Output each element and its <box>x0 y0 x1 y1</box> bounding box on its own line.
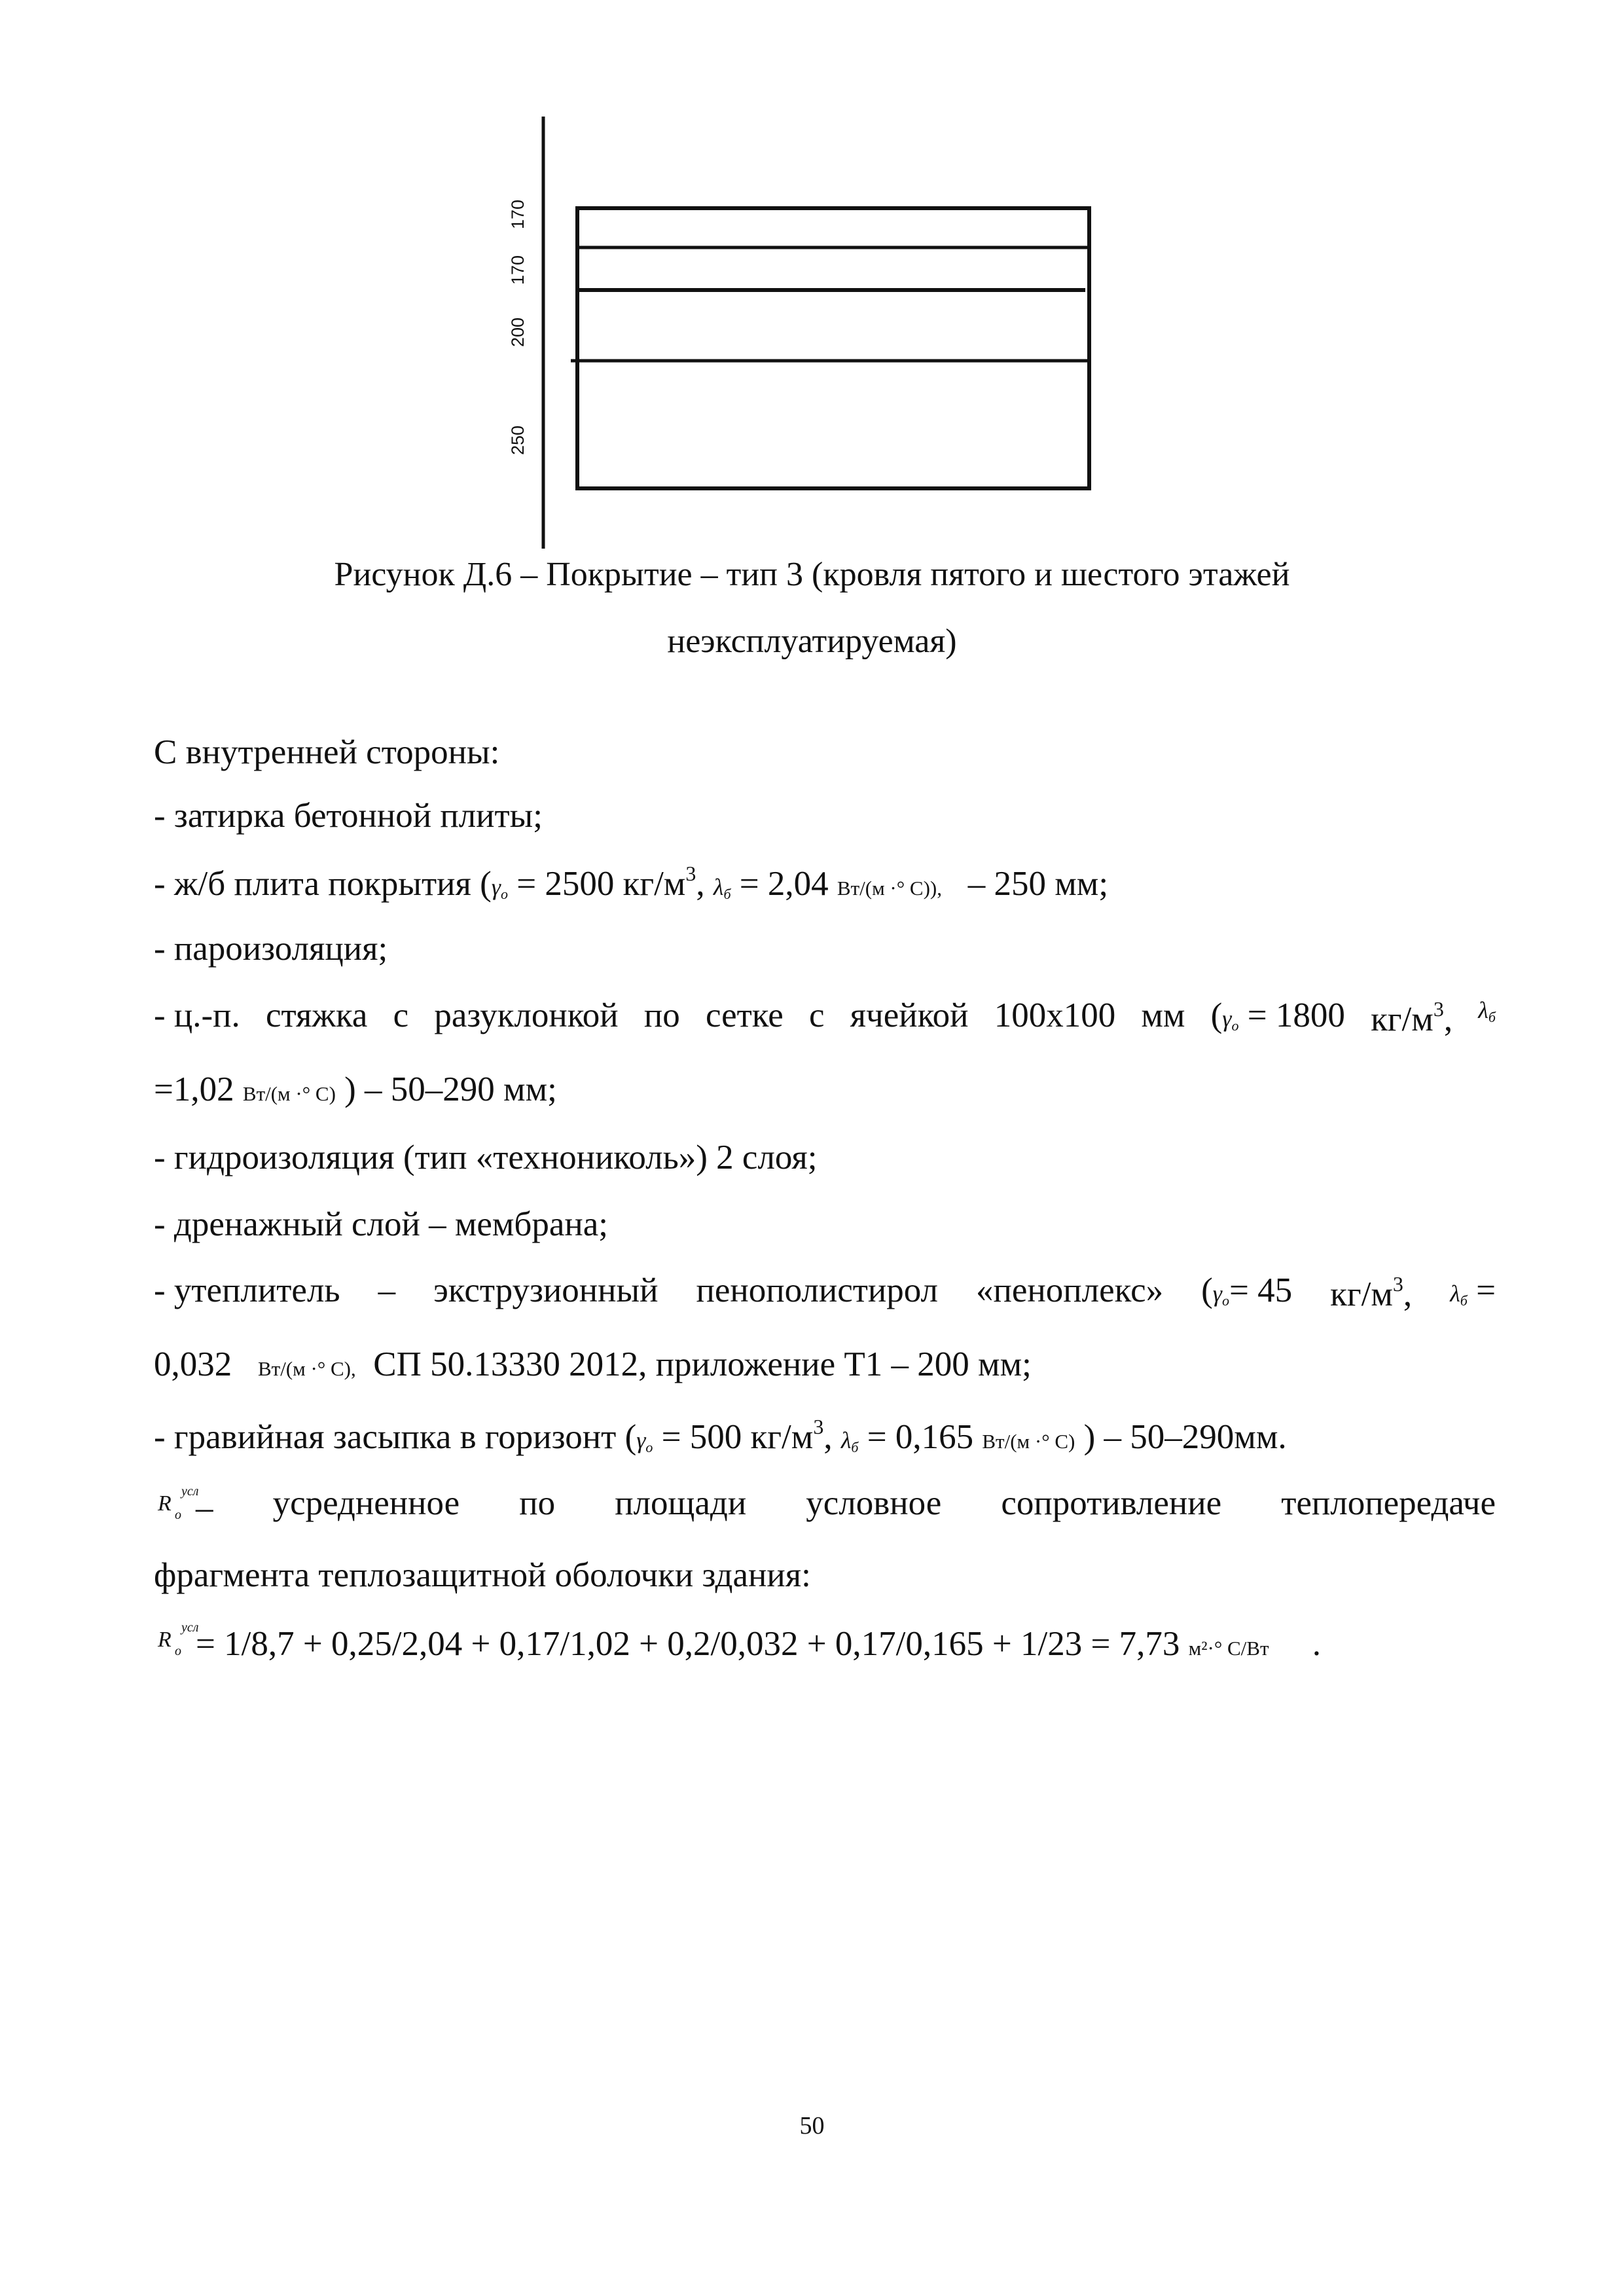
item-insulation-cont: 0,032 Вт/(м ·° С), СП 50.13330 2012, приложение Т1 – 200 мм; <box>154 1345 1032 1383</box>
dim-label-250: 250 <box>508 425 528 455</box>
lambda-symbol: $\lambda_б$ <box>840 1427 859 1455</box>
r-symbol: R усл о <box>158 1484 199 1522</box>
formula-line: R усл о = 1/8,7 + 0,25/2,04 + 0,17/1,02 + 0,2/0,032 + 0,17/0,165 + 1/23 = 7,73 м²·° С/Вт . <box>154 1622 1321 1662</box>
gamma-symbol: $\gamma_о$ <box>636 1427 653 1455</box>
r-definition-line: R усл о – усредненное по площади условное сопротивление теплопередаче <box>154 1486 1496 1525</box>
item-slab: - ж/б плита покрытия ($\gamma_о = 2500$ $кг/м^3$, $\lambda_б = 2,04$ Вт/(м ·° С)), – 250 мм; <box>154 862 1109 903</box>
item-screed: - ц.-п. стяжка с разуклонкой по сетке с ячейкой 100х100 мм ($\gamma_о = 1800$ $кг/м^3$, $\lambda_б$ <box>154 996 1496 1038</box>
dim-label-170-top: 170 <box>508 199 528 229</box>
gamma-symbol: $\gamma_о$ <box>491 874 508 902</box>
intro-line: С внутренней стороны: <box>154 733 500 771</box>
dim-label-170: 170 <box>508 255 528 285</box>
dim-label-200: 200 <box>508 317 528 347</box>
roof-section-figure <box>0 0 1624 563</box>
gamma-symbol: $\gamma_о$ <box>1212 1281 1229 1309</box>
item-vapor-barrier: - пароизоляция; <box>154 930 388 968</box>
item-screed-cont: =1,02 Вт/(м ·° С) ) – 50–290 мм; <box>154 1070 557 1108</box>
gamma-symbol: $\gamma_о$ <box>1222 1006 1239 1034</box>
lambda-symbol: $\lambda_б$ <box>1450 1281 1468 1309</box>
figure-caption-line-1: Рисунок Д.6 – Покрытие – тип 3 (кровля пятого и шестого этажей <box>334 556 1290 593</box>
lambda-symbol: $\lambda_б$ <box>713 874 731 902</box>
page-number: 50 <box>799 2112 825 2140</box>
item-render: - затирка бетонной плиты; <box>154 797 543 835</box>
lambda-symbol: $\lambda_б$ <box>1478 997 1496 1025</box>
item-insulation: - утеплитель – экструзионный пенополистирол «пеноплекс» ($\gamma_о= 45$ $кг/м^3$, $\lambda_б$ = <box>154 1271 1496 1313</box>
r-definition-line-2: фрагмента теплозащитной оболочки здания: <box>154 1556 811 1594</box>
roof-layers-outline <box>577 208 1089 488</box>
item-waterproofing: - гидроизоляция (тип «технониколь») 2 слоя; <box>154 1139 818 1176</box>
figure-caption-line-2: неэксплуатируемая) <box>667 623 957 660</box>
item-drainage: - дренажный слой – мембрана; <box>154 1205 609 1243</box>
r-symbol: R усл о <box>158 1620 199 1658</box>
item-gravel: - гравийная засыпка в горизонт ($\gamma_о = 500$ $кг/м^3$, $\lambda_б = 0,165$ Вт/(м ·° С) ) – 50–290мм. <box>154 1415 1287 1456</box>
